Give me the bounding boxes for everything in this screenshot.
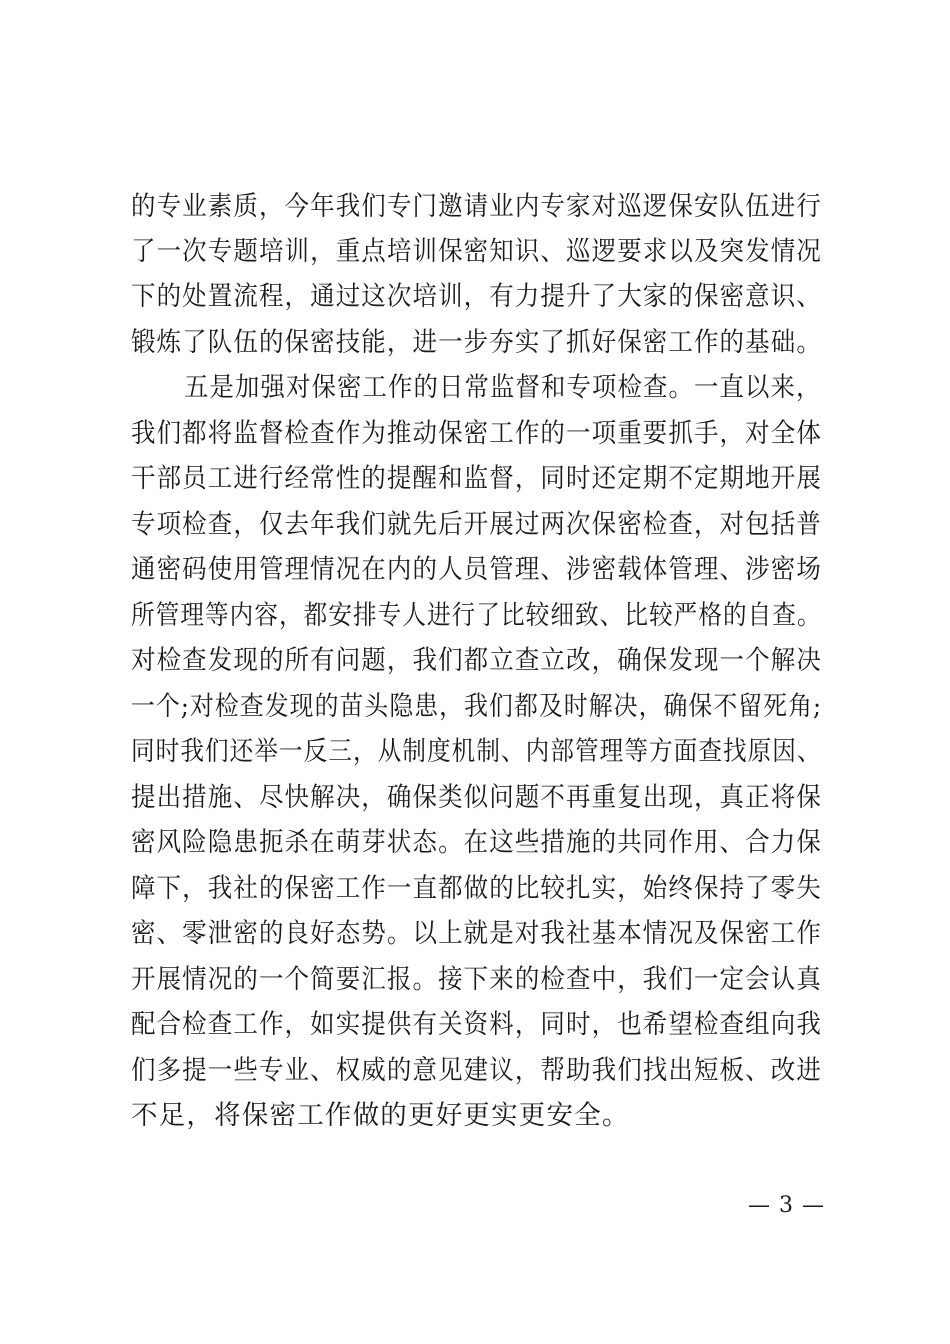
text-line: 干部员工进行经常性的提醒和监督，同时还定期不定期地开展 — [131, 463, 822, 494]
text-line: 们多提一些专业、权威的意见建议，帮助我们找出短板、改进 — [131, 1055, 822, 1086]
text-line: 的专业素质，今年我们专门邀请业内专家对巡逻保安队伍进行 — [131, 191, 822, 222]
text-line: 一个;对检查发现的苗头隐患，我们都及时解决，确保不留死角; — [131, 691, 823, 722]
text-line: 通密码使用管理情况在内的人员管理、涉密载体管理、涉密场 — [131, 554, 822, 585]
text-line: 锻炼了队伍的保密技能，进一步夯实了抓好保密工作的基础。 — [131, 327, 822, 358]
text-line: 开展情况的一个简要汇报。接下来的检查中，我们一定会认真 — [131, 964, 822, 995]
text-line: 所管理等内容，都安排专人进行了比较细致、比较严格的自查。 — [131, 600, 822, 631]
text-line: 专项检查，仅去年我们就先后开展过两次保密检查，对包括普 — [131, 509, 822, 540]
text-line: 了一次专题培训，重点培训保密知识、巡逻要求以及突发情况 — [131, 236, 822, 267]
text-line: 配合检查工作，如实提供有关资料，同时，也希望检查组向我 — [131, 1009, 822, 1040]
text-line: 对检查发现的所有问题，我们都立查立改，确保发现一个解决 — [131, 645, 822, 676]
text-line: 障下，我社的保密工作一直都做的比较扎实，始终保持了零失 — [131, 873, 822, 904]
text-line: 我们都将监督检查作为推动保密工作的一项重要抓手，对全体 — [131, 418, 822, 449]
text-line: 密、零泄密的良好态势。以上就是对我社基本情况及保密工作 — [131, 918, 822, 949]
text-line: 提出措施、尽快解决，确保类似问题不再重复出现，真正将保 — [131, 782, 822, 813]
page-number: — 3 — — [748, 1193, 825, 1218]
text-line: 下的处置流程，通过这次培训，有力提升了大家的保密意识、 — [131, 281, 822, 312]
text-line: 密风险隐患扼杀在萌芽状态。在这些措施的共同作用、合力保 — [131, 827, 822, 858]
text-line: 同时我们还举一反三，从制度机制、内部管理等方面查找原因、 — [131, 736, 822, 767]
text-line: 不足，将保密工作做的更好更实更安全。 — [131, 1100, 630, 1131]
paragraph-first-line: 五是加强对保密工作的日常监督和专项检查。一直以来， — [184, 372, 822, 403]
